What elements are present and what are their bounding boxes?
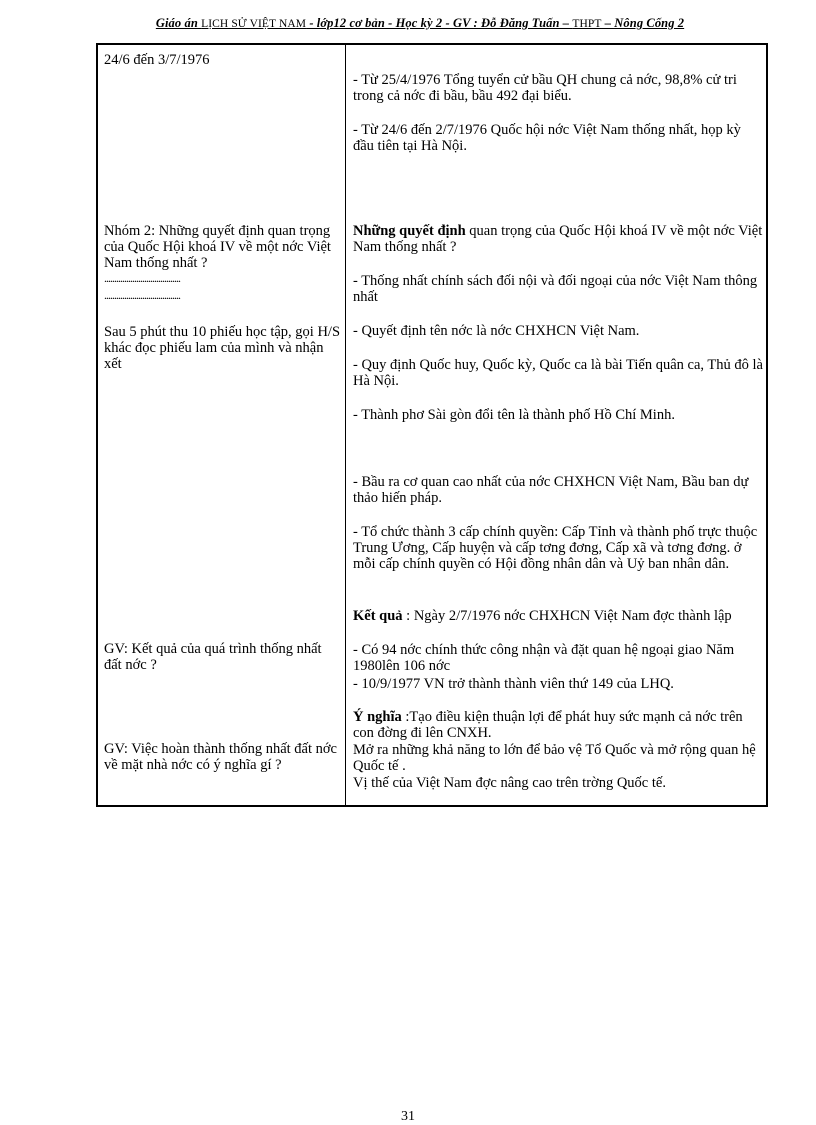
- right-result: [353, 608, 763, 624]
- right-country-name: - Quyết định tên nớc là nớc CHXHCN Việt Nam.: [353, 323, 640, 339]
- right-decisions-heading: [353, 223, 763, 255]
- decisions-rest: quan trọng của Quốc Hội khoá IV về một nớc Việt Nam thống nhất ?: [353, 223, 763, 255]
- right-first-session: - Từ 24/6 đến 2/7/1976 Quốc hội nớc Việt Nam thống nhất, họp kỳ đầu tiên tại Hà Nội.: [353, 122, 741, 154]
- right-international-position: Vị thế của Việt Nam đợc nâng cao trên trờng Quốc tế.: [353, 775, 666, 791]
- header-school-type: THPT: [572, 18, 602, 30]
- left-question-result: GV: Kết quả của quá trình thống nhất đất nớc ?: [104, 641, 322, 673]
- meaning-bold: Ý nghĩa: [353, 709, 402, 725]
- header-text: Giáo án: [155, 16, 202, 30]
- decisions-bold: Những quyết định: [353, 223, 466, 239]
- page-header: [100, 16, 740, 31]
- header-subject: LỊCH SỬ VIỆT NAM: [201, 18, 307, 30]
- right-opportunity: Mở ra những khả năng to lớn để bảo vệ Tổ Quốc và mở rộng quan hệ Quốc tế .: [353, 742, 756, 774]
- lesson-table: [96, 43, 768, 807]
- right-highest-organs: - Bầu ra cơ quan cao nhất của nớc CHXHCN Việt Nam, Bầu ban dự thảo hiến pháp.: [353, 474, 749, 506]
- right-saigon-rename: - Thành phơ Sài gòn đổi tên là thành phố Hồ Chí Minh.: [353, 407, 675, 423]
- left-date: 24/6 đến 3/7/1976: [104, 52, 210, 68]
- left-question-meaning: GV: Việc hoàn thành thống nhất đất nớc về mặt nhà nớc có ý nghĩa gí ?: [104, 741, 337, 773]
- left-collect-instruction: Sau 5 phút thu 10 phiếu học tập, gọi H/S khác đọc phiếu lam của mình và nhận xết: [104, 324, 341, 372]
- left-dots-2: ......................................: [104, 288, 180, 302]
- left-dots-1: ......................................: [104, 271, 180, 285]
- left-group2-task: Nhóm 2: Những quyết định quan trọng của Quốc Hội khoá IV về một nớc Việt Nam thống nhất ?: [104, 223, 331, 271]
- right-meaning: [353, 709, 763, 741]
- result-rest: : Ngày 2/7/1976 nớc CHXHCN Việt Nam đợc thành lập: [402, 608, 732, 624]
- column-divider: [345, 43, 346, 807]
- header-text-3: – Nông Cống 2: [601, 16, 685, 30]
- right-election: - Từ 25/4/1976 Tổng tuyển cử bầu QH chung cả nớc, 98,8% cử tri trong cả nớc đi bầu, bầu 492 đại biểu.: [353, 72, 737, 104]
- meaning-rest: :Tạo điều kiện thuận lợi để phát huy sức mạnh cả nớc trên con đờng đi lên CNXH.: [353, 709, 743, 741]
- header-text-2: - lớp12 cơ bản - Học kỳ 2 - GV : Đỗ Đăng Tuấn –: [306, 16, 573, 30]
- result-bold: Kết quả: [353, 608, 403, 624]
- right-government-levels: - Tổ chức thành 3 cấp chính quyền: Cấp Tỉnh và thành phố trực thuộc Trung Ương, Cấp huyện và cấp tơng đơng, Cấp xã và tơng đơng. ở mỗi cấp chính quyền có Hội đồng nhân dân và Uỷ ban nhân dân.: [353, 524, 758, 572]
- page-number: 31: [401, 1109, 415, 1124]
- right-un-membership: - 10/9/1977 VN trở thành thành viên thứ 149 của LHQ.: [353, 676, 674, 692]
- right-symbols: - Quy định Quốc huy, Quốc kỳ, Quốc ca là bài Tiến quân ca, Thủ đô là Hà Nội.: [353, 357, 763, 389]
- right-recognition: - Có 94 nớc chính thức công nhận và đặt quan hệ ngoại giao Năm 1980lên 106 nớc: [353, 642, 735, 674]
- right-policy: - Thống nhất chính sách đối nội và đối ngoại của nớc Việt Nam thông nhất: [353, 273, 758, 305]
